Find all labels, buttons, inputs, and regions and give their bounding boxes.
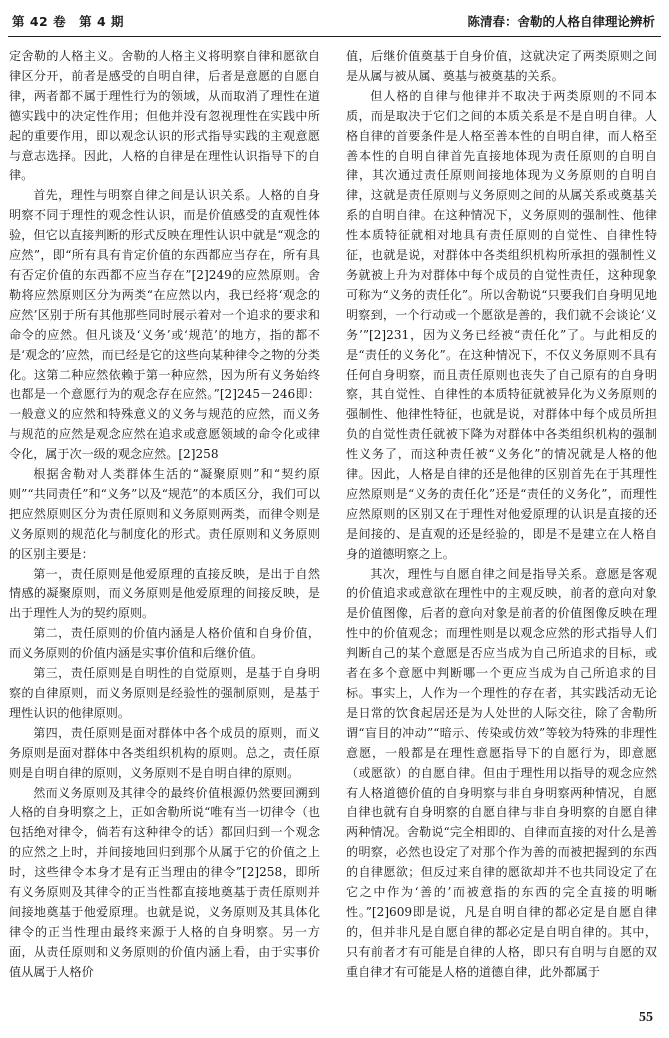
running-title: 陈清春：舍勒的人格自律理论辨析 — [467, 14, 655, 29]
paragraph: 但人格的自律与他律并不取决于两类原则的不同本质，而是取决于它们之间的本质关系是不是自明自律。人格自律的首要条件是人格至善本性的自明自律，而人格至善本性的自明自律首先直接地体现为责任原则的自明自律，其次通过责任原则间接地体现为义务原则的自明自律，这就是责任原则与义务原则之间的从属关系或奠基关系的自明自律。在这种情况下，义务原则的强制性、他律性本质特征就相对地具有责任原则的自觉性、自律性特征，也就是说，对群体中各类组织机构所承担的强制性义务就被上升为对群体中每个成员的自觉性责任，这种现象可称为“义务的责任化”。所以舍勒说“只要我们自身明见地明察到，一个行动或一个愿欲是善的，我们就不会谈论‘义务’”[2]231，因为义务已经被“责任化”了。与此相反的是“责任的义务化”。在这种情况下，不仅义务原则不具有任何自身明察，而且责任原则也丧失了自己原有的自身明察，其自觉性、自律性的本质特征就被异化为义务原则的强制性、他律性特征，也就是说，对群体中每个成员所担负的自觉性责任就被下降为对群体中各类组织机构的强制性义务了，而这种责任被“义务化”的情况就是人格的他律。因此，人格是自律的还是他律的区别首先在于其理性应然原则是“义务的责任化”还是“责任的义务化”，而理性应然原则的区别又在于理性对他爱原理的认识是直接的还是间接的、是直观的还是经验的，即是不是建立在人格自身的道德明察之上。 — [346, 88, 657, 561]
left-column — [9, 47, 320, 997]
paragraph: 第三，责任原则是自明性的自觉原则，是基于自身明察的自律原则，而义务原则是经验性的强制原则，是基于理性认识的他律原则。 — [9, 666, 320, 720]
paragraph: 值，后继价值奠基于自身价值，这就决定了两类原则之间是从属与被从属、奠基与被奠基的关系。 — [346, 49, 657, 83]
paragraph: 其次，理性与自愿自律之间是指导关系。意愿是客观的价值追求或意欲在理性中的主观反映，前者的意向对象是价值图像，后者的意向对象是前者的价值图像反映在理性中的价值观念；而理性则是以观念应然的形式指导人们判断自己的某个意愿是否应当成为自己所追求的目标，或者在多个意愿中判断哪一个更应当成为自己所追求的目标。事实上，人作为一个理性的存在者，其实践活动无论是日常的饮食起居还是为人处世的人际交往，除了舍勒所谓“盲目的冲动”“暗示、传染或仿效”等较为特殊的非理性意愿，一般都是在理性意愿指导下的自愿行为，即意愿（或愿欲）的自愿自律。但由于理性用以指导的观念应然有人格道德价值的自身明察与非自身明察两种情况，自愿自律也就有自身明察的自愿自律与非自身明察的自愿自律两种情况。舍勒说“完全相即的、自律而直接的对什么是善的明察，必然也设定了对那个作为善的而被把握到的东西的自律愿欲；但反过来自律的愿欲却并不也共同设定了在它之中作为‘善的’而被意指的东西的完全直接的明晰性。”[2]609即是说，凡是自明自律的都必定是自愿自律的，但并非凡是自愿自律的都必定是自明自律的。其中，只有前者才有可能是自律的人格，即只有自明与自愿的双重自律才有可能是人格的道德自律，此外都属于 — [346, 566, 657, 979]
paragraph: 然而义务原则及其律令的最终价值根源仍然要回溯到人格的自身明察之上，正如舍勒所说“唯有当一切律令（也包括绝对律令，倘若有这种律令的话）都回归到一个观念的应然之上时，并间接地回归到那个从属于它的价值之上时，这些律令本身才是有正当理由的律令”[2]258，即所有义务原则及其律令的正当性都直接地奠基于责任原则并间接地奠基于他爱原理。也就是说，义务原则及其具体化律令的正当性理由最终来源于人格的自身明察。另一方面，从责任原则和义务原则的价值内涵上看，由于实事价值从属于人格价 — [9, 785, 320, 979]
page-number: 55 — [639, 1010, 653, 1025]
paragraph: 根据舍勒对人类群体生活的“凝聚原则”和“契约原则”“共同责任”和“义务”以及“规范”的本质区分，我们可以把应然原则区分为责任原则和义务原则两类，而律令则是义务原则的规范化与制度化的形式。责任原则和义务原则的区别主要是： — [9, 467, 320, 561]
running-header — [0, 0, 669, 40]
right-column — [346, 47, 657, 997]
paragraph: 首先，理性与明察自律之间是认识关系。人格的自身明察不同于理性的观念性认识，而是价值感受的直观性体验，但它以直接判断的形式反映在理性认识中就是“观念的应然”，即“所有具有肯定价值的东西都应当存在，所有具有否定价值的东西都不应当存在”[2]249的应然原则。舍勒将应然原则区分为两类“在应然以内，我已经将‘观念的应然’区别于所有其他那些同时展示着对一个追求的要求和命令的应然。但凡谈及‘义务’或‘规范’的地方，指的都不是‘观念的’应然，而已经是它的这些向某种律令之物的分类化。这第二种应然依赖于第一种应然，因为所有义务始终也都是一个意愿行为的观念存在应然。”[2]245－246即：一般意义的应然和特殊意义的义务与规范的应然，而义务与规范的应然是观念应然在追求或意愿领域的命令化或律令化，属于次一级的观念应然。[2]258 — [9, 188, 320, 462]
paragraph: 第二，责任原则的价值内涵是人格价值和自身价值，而义务原则的价值内涵是实事价值和后继价值。 — [9, 626, 320, 661]
journal-volume-issue: 第 42 卷 第 4 期 — [12, 14, 124, 29]
paragraph: 第一，责任原则是他爱原理的直接反映，是出于自然情感的凝聚原则，而义务原则是他爱原理的间接反映，是出于理性人为的契约原则。 — [9, 566, 320, 621]
paragraph: 第四，责任原则是面对群体中各个成员的原则，而义务原则是面对群体中各类组织机构的原则。总之，责任原则是自明自律的原则，义务原则不是自明自律的原则。 — [9, 725, 320, 780]
paragraph: 定舍勒的人格主义。舍勒的人格主义将明察自律和愿欲自律区分开，前者是感受的自明自律，后者是意愿的自愿自律，两者都不属于理性行为的领域，从而取消了理性在道德实践中的决定性作用；但他并没有忽视理性在实践中所起的重要作用，即以观念认识的形式指导实践的主观意愿与意志选择。因此，人格的自律是在理性认识指导下的自律。 — [9, 49, 320, 183]
header-rule — [8, 36, 661, 37]
